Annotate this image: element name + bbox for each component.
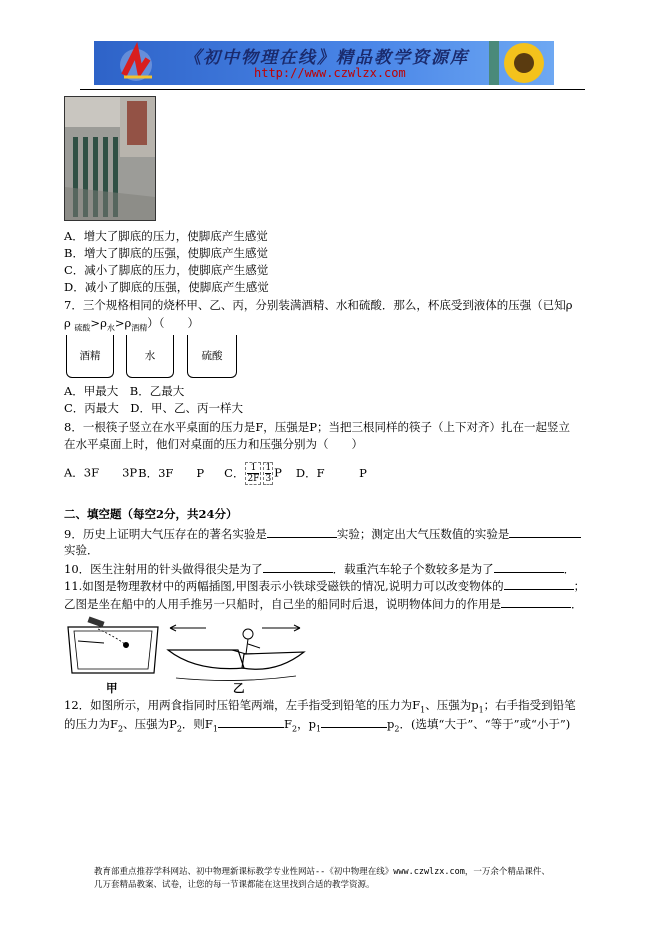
header-divider xyxy=(80,89,585,90)
q8-option-c: C． xyxy=(224,465,245,480)
q7-options-row2: C．丙最大 D．甲、乙、丙一样大 xyxy=(64,401,244,415)
q9-text-3: 实验． xyxy=(64,543,99,557)
q12-line2 xyxy=(64,716,570,736)
q12-text-4: 的压力为F xyxy=(64,717,118,731)
q12-sub-3: 2 xyxy=(117,724,124,734)
q12-sub-4: 2 xyxy=(176,724,182,734)
q11-line2 xyxy=(64,596,583,611)
q8-option-a: A．3F 3P xyxy=(64,465,138,480)
q7-sub-alcohol: 酒精 xyxy=(131,323,148,333)
q8-frac-tail: P xyxy=(274,465,282,480)
magnet-ball-diagram xyxy=(64,615,160,677)
q12-text-3: ；右手指受到铅笔 xyxy=(483,698,576,712)
beaker-alcohol-label: 酒精 xyxy=(79,350,101,362)
q7-options-row1: A．甲最大 B．乙最大 xyxy=(64,384,185,398)
sunflower-icon xyxy=(504,43,544,83)
q7-density-relation xyxy=(64,316,199,335)
q12-text-6: ．则F xyxy=(181,717,213,731)
q12-sub-2: 1 xyxy=(478,705,484,715)
q7-rho-3: ρ xyxy=(124,316,132,330)
q11-line1 xyxy=(64,578,585,593)
q7-paren: ）（ ） xyxy=(147,316,199,330)
q7-rho-2: ρ xyxy=(100,316,107,330)
q7-stem: 7．三个规格相同的烧杯甲、乙、丙，分别装满酒精、水和硫酸．那么，杯底受到液体的压强（已知ρ xyxy=(64,298,573,312)
q6-option-a: A．增大了脚底的压力，使脚底产生感觉 xyxy=(64,229,268,243)
q12-sub-5: 1 xyxy=(212,724,218,734)
q12-text-5: 、压强为P xyxy=(123,717,177,731)
q9-line1 xyxy=(64,526,581,541)
q7-sub-sulfuric: 硫酸 xyxy=(74,323,91,333)
q9-text-1: 9．历史上证明大气压存在的著名实验是 xyxy=(64,527,267,541)
q12-sub-7: 1 xyxy=(315,724,322,734)
beaker-water xyxy=(126,335,174,378)
q10-blank-1[interactable] xyxy=(263,561,333,573)
q10-line xyxy=(64,561,575,576)
boats-diagram xyxy=(166,622,306,682)
section-title-fill-blank: 二、填空题（每空2分，共24分） xyxy=(64,507,238,521)
q12-text-8: ，p xyxy=(297,717,316,731)
beaker-water-label: 水 xyxy=(144,350,156,362)
q6-option-c: C．减小了脚底的压力，使脚底产生感觉 xyxy=(64,263,269,277)
q11-figure-yi xyxy=(166,622,306,682)
q8-options xyxy=(64,462,367,485)
q9-blank-2[interactable] xyxy=(509,526,581,538)
q6-option-d: D．减小了脚底的压强，使脚底产生感觉 xyxy=(64,280,269,294)
q8-frac1-den: 2F xyxy=(247,474,260,484)
q8-stem-line2: 在水平桌面上时，他们对桌面的压力和压强分别为（ ） xyxy=(64,437,363,451)
q8-option-b: B．3F P xyxy=(138,465,205,480)
q10-text-2: ．载重汽车轮子个数较多是为了 xyxy=(332,562,494,576)
footer-line-1: 教育部重点推荐学科网站、初中物理新课标教学专业性网站--《初中物理在线》www.czwlzx.com，一万余个精品课件、 xyxy=(94,867,550,877)
q10-blank-2[interactable] xyxy=(494,561,564,573)
q11-text-1: 11.如图是物理教材中的两幅插图,甲图表示小铁球受磁铁的情况,说明力可以改变物体的 xyxy=(64,579,504,593)
footer-line-2: 几万套精品教案、试卷，让您的每一节课都能在这里找到合适的教学资源。 xyxy=(94,880,375,890)
q8-stem-line1: 8．一根筷子竖立在水平桌面的压力是F，压强是P；当把三根同样的筷子（上下对齐）扎在一起竖立 xyxy=(64,420,571,434)
q12-text-10: ．(选填“大于”、“等于”或“小于”) xyxy=(399,717,571,731)
beaker-sulfuric-label: 硫酸 xyxy=(201,350,223,362)
q8-option-d: D．F P xyxy=(295,465,367,480)
q6-option-b: B．增大了脚底的压强，使脚底产生感觉 xyxy=(64,246,268,260)
header-banner xyxy=(94,41,554,85)
q10-text-3: ． xyxy=(563,562,576,576)
q12-blank-2[interactable] xyxy=(321,716,387,728)
tactile-paving-photo xyxy=(64,96,156,221)
q12-text-9: p xyxy=(387,717,395,731)
q7-rho-1: ρ xyxy=(64,316,71,330)
q8-frac-2 xyxy=(263,462,273,485)
q11-blank-2[interactable] xyxy=(501,596,571,608)
q8-frac-1 xyxy=(245,462,261,485)
q11-figure-jia xyxy=(64,615,160,677)
q12-sub-1: 1 xyxy=(420,705,426,715)
q8-frac2-den: 3 xyxy=(265,474,272,484)
beaker-alcohol xyxy=(66,335,114,378)
banner-title: 《初中物理在线》精品教学资源库 xyxy=(184,48,469,68)
q12-blank-1[interactable] xyxy=(218,716,284,728)
q10-text-1: 10．医生注射用的针头做得很尖是为了 xyxy=(64,562,263,576)
q11-text-2: ； xyxy=(573,579,586,593)
q7-gt-1: > xyxy=(90,316,101,330)
q12-sub-6: 2 xyxy=(291,724,298,734)
q12-sub-8: 2 xyxy=(394,724,400,734)
q11-text-4: ． xyxy=(571,597,583,611)
q11-blank-1[interactable] xyxy=(504,578,574,590)
q8-frac2-num: 1 xyxy=(265,463,272,473)
q12-text-7: F xyxy=(284,717,292,731)
q7-gt-2: > xyxy=(114,316,125,330)
page-footer xyxy=(94,866,634,892)
q12-line1 xyxy=(64,698,576,717)
q9-text-2: 实验；测定出大气压数值的实验是 xyxy=(336,527,510,541)
q11-label-jia: 甲 xyxy=(106,681,118,695)
banner-url[interactable]: http://www.czwlzx.com xyxy=(254,66,406,80)
q12-text-1: 12．如图所示，用两食指同时压铅笔两端，左手指受到铅笔的压力为F xyxy=(64,698,421,712)
q8-frac1-num: 1 xyxy=(247,463,259,474)
q11-label-yi: 乙 xyxy=(233,681,245,695)
q7-sub-water: 水 xyxy=(106,323,115,333)
q9-blank-1[interactable] xyxy=(267,526,337,538)
q11-text-3: 乙图是坐在船中的人用手推另一只船时，自己坐的船同时后退，说明物体间力的作用是 xyxy=(64,597,501,611)
q12-text-2: 、压强为p xyxy=(425,698,479,712)
beaker-sulfuric xyxy=(187,335,237,378)
